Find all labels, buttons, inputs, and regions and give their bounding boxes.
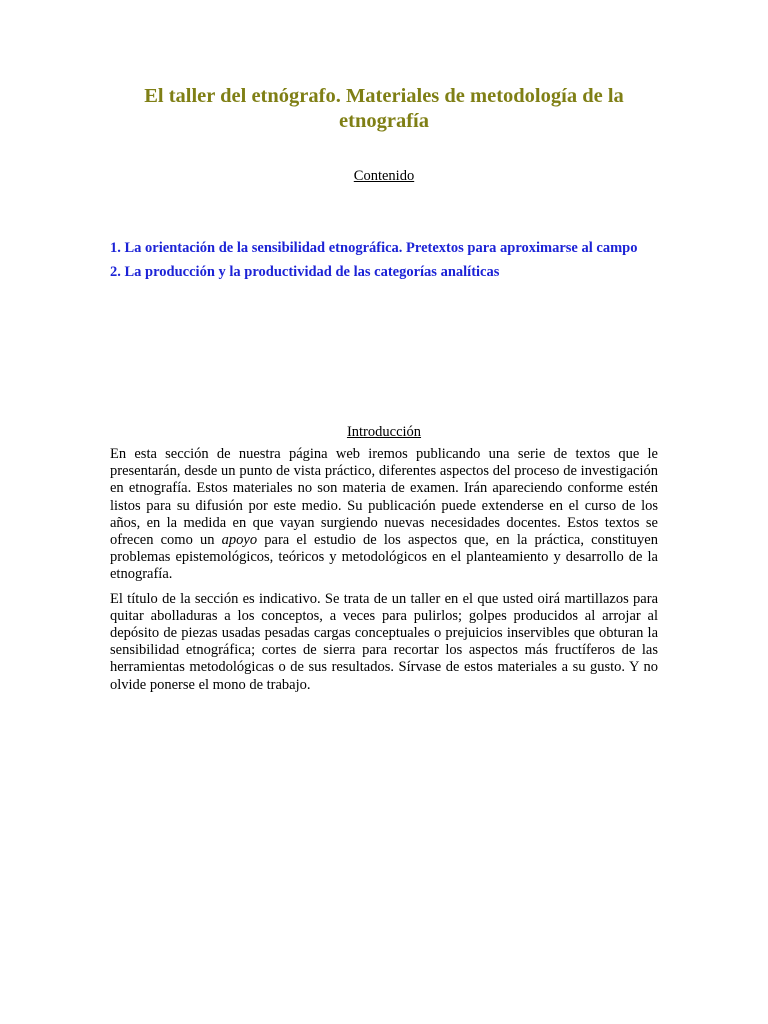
introduction-paragraph-1 bbox=[110, 446, 658, 584]
contents-heading bbox=[110, 167, 658, 185]
contents-heading-label: Contenido bbox=[353, 168, 415, 184]
paragraph-1-text-end: para el estudio de los aspectos que, en la práctica, constituyen problemas epistemológicos, teóricos y metodológicos en el planteamiento y desarrollo de la etnografía. bbox=[110, 532, 658, 583]
table-of-contents bbox=[110, 239, 658, 287]
paragraph-1-emphasis: apoyo bbox=[221, 532, 258, 549]
toc-item-2[interactable] bbox=[110, 263, 658, 281]
introduction-heading-label: Introducción bbox=[346, 424, 422, 440]
introduction-heading bbox=[110, 423, 658, 441]
toc-item-1[interactable] bbox=[110, 239, 658, 257]
paragraph-1-text-start: En esta sección de nuestra página web iremos publicando una serie de textos que le presentarán, desde un punto de vista práctico, diferentes aspectos del proceso de investigación en etnografía. Estos materiales no son materia de examen. Irán apareciendo conforme estén listos para su difusión por este medio. Su publicación puede extenderse en el curso de los años, en la medida en que vayan surgiendo nuevas necesidades docentes. Estos textos se ofrecen como un bbox=[110, 446, 658, 549]
document-title: El taller del etnógrafo. Materiales de metodología de la etnografía bbox=[144, 85, 624, 132]
toc-link-1[interactable]: 1. La orientación de la sensibilidad etnográfica. Pretextos para aproximarse al campo bbox=[110, 240, 638, 256]
introduction-paragraph-2: El título de la sección es indicativo. Se trata de un taller en el que usted oirá martillazos para quitar abolladuras a los conceptos, a veces para pulirlos; golpes producidos al arrojar al depósito de piezas usadas pesadas cargas conceptuales o prejuicios inservibles que obturan la sensibilidad etnográfica; cortes de sierra para recortar los aspectos más fructíferos de las herramientas metodológicas o de sus resultados. Sírvase de estos materiales a su gusto. Y no olvide ponerse el mono de trabajo. bbox=[110, 590, 658, 693]
toc-link-2[interactable]: 2. La producción y la productividad de las categorías analíticas bbox=[110, 264, 500, 280]
introduction-body bbox=[110, 446, 658, 701]
